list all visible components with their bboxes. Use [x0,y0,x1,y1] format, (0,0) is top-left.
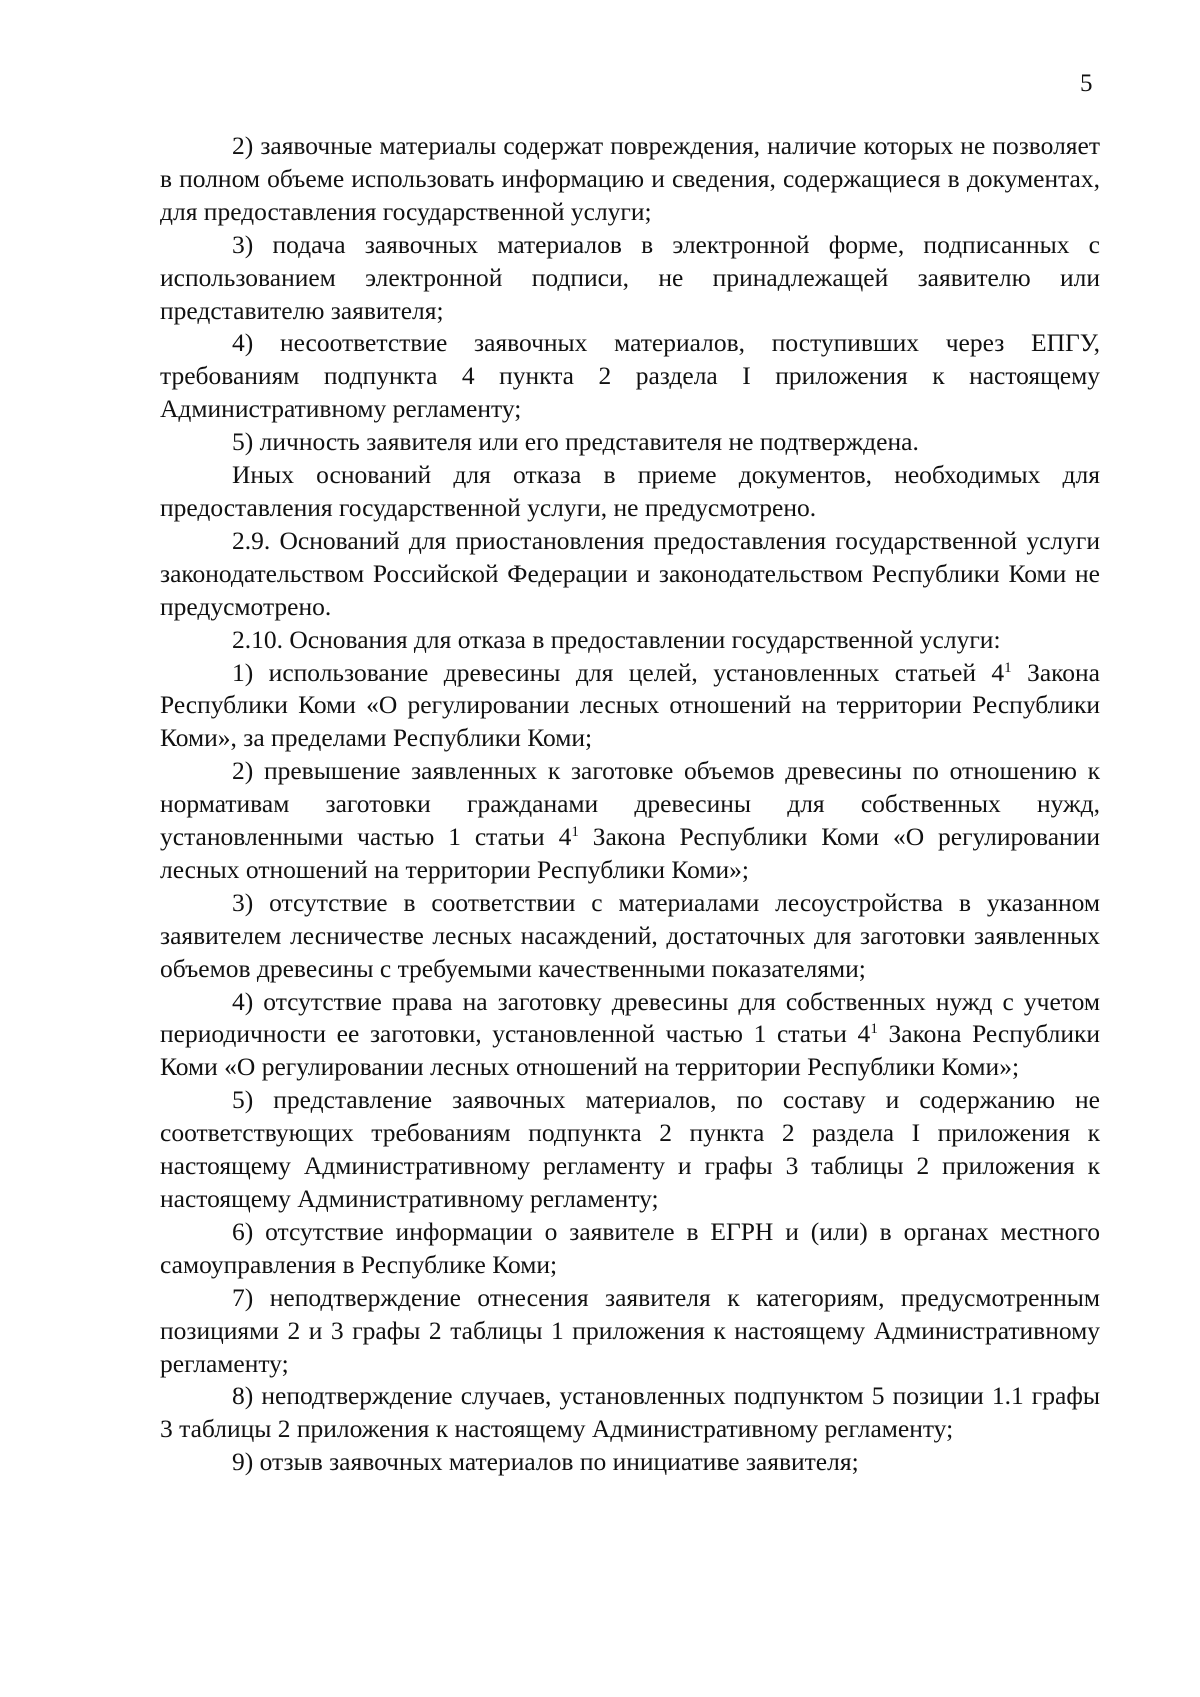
page-number: 5 [1080,70,1093,97]
paragraph-section-2-9: 2.9. Оснований для приостановления предоставления государственной услуги законодательством Российской Федерации и законодательством Республики Коми не предусмотрено. [160,525,1100,621]
superscript: 1 [870,1021,878,1038]
paragraph-item-5: 5) личность заявителя или его представителя не подтверждена. [232,427,919,457]
superscript: 1 [571,824,579,841]
paragraph-refusal-1: 1) использование древесины для целей, установленных статьей $4^1$ Закона Республики Коми «О регулировании лесных отношений на территории Республики Коми», за пределами Республики Коми; [160,657,1100,753]
paragraph-item-2: 2) заявочные материалы содержат повреждения, наличие которых не позволяет в полном объеме использовать информацию и сведения, содержащиеся в документах, для предоставления государственной услуги; [160,131,1100,226]
paragraph-refusal-2: 2) превышение заявленных к заготовке объемов древесины по отношению к нормативам заготовки гражданами древесины для собственных нужд, установленными частью 1 статьи $4^1$ Закона Республики Коми «О регулировании лесных отношений на территории Республики Коми»; [160,756,1100,884]
superscript: 1 [1004,659,1012,676]
paragraph-refusal-4: 4) отсутствие права на заготовку древесины для собственных нужд с учетом периодичности ее заготовки, установленной частью 1 статьи $4^1$ Закона Республики Коми «О регулировании лесных отношений на территории Республики Коми»; [160,986,1100,1082]
paragraph-section-2-10: 2.10. Основания для отказа в предоставлении государственной услуги: [232,624,1001,654]
paragraph-refusal-5: 5) представление заявочных материалов, по составу и содержанию не соответствующих требованиям подпункта 2 пункта 2 раздела I приложения к настоящему Административному регламенту и графы 3 таблицы 2 приложения к настоящему Административному регламенту; [160,1085,1100,1213]
document-body [160,130,1100,1479]
paragraph-item-4: 4) несоответствие заявочных материалов, поступивших через ЕПГУ, требованиям подпункта 4 пункта 2 раздела I приложения к настоящему Административному регламенту; [160,328,1100,424]
paragraph-refusal-8: 8) неподтверждение случаев, установленных подпунктом 5 позиции 1.1 графы 3 таблицы 2 приложения к настоящему Административному регламенту; [160,1381,1100,1444]
paragraph-no-other-grounds: Иных оснований для отказа в приеме документов, необходимых для предоставления государственной услуги, не предусмотрено. [160,460,1100,522]
paragraph-refusal-9: 9) отзыв заявочных материалов по инициативе заявителя; [232,1447,859,1477]
paragraph-item-3: 3) подача заявочных материалов в электронной форме, подписанных с использованием электронной подписи, не принадлежащей заявителю или представителю заявителя; [160,229,1100,325]
paragraph-refusal-7: 7) неподтверждение отнесения заявителя к категориям, предусмотренным позициями 2 и 3 графы 2 таблицы 1 приложения к настоящему Административному регламенту; [160,1282,1100,1378]
paragraph-refusal-6: 6) отсутствие информации о заявителе в ЕГРН и (или) в органах местного самоуправления в Республике Коми; [160,1216,1100,1279]
paragraph-refusal-3: 3) отсутствие в соответствии с материалами лесоустройства в указанном заявителем лесничестве лесных насаждений, достаточных для заготовки заявленных объемов древесины с требуемыми качественными показателями; [160,887,1100,983]
